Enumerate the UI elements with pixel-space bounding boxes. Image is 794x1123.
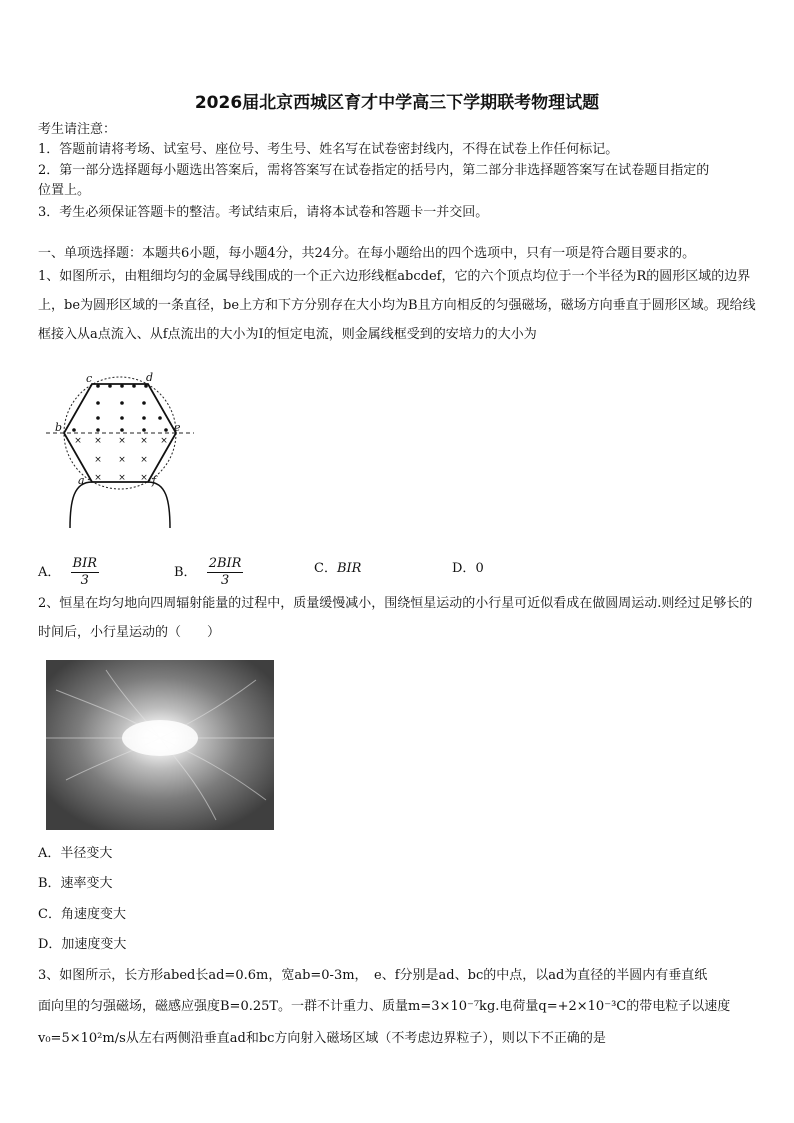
q1-option-a[interactable]: A． $\frac{\text{BIR}}{3}$ xyxy=(38,556,98,588)
fraction: $\frac{\text{2BIR}}{3}$ xyxy=(208,556,242,588)
vertex-label-e: e xyxy=(174,421,181,434)
svg-text:×: × xyxy=(118,436,126,446)
svg-text:×: × xyxy=(140,455,148,465)
page-title: 2026届北京西城区育才中学高三下学期联考物理试题 xyxy=(194,93,600,113)
fraction: $\frac{\text{BIR}}{3}$ xyxy=(72,556,98,588)
notice-item: 1．答题前请将考场、试室号、座位号、考生号、姓名写在试卷密封线内，不得在试卷上作任何标记。 xyxy=(38,142,619,157)
svg-text:×: × xyxy=(94,436,102,446)
svg-text:×: × xyxy=(94,455,102,465)
svg-text:×: × xyxy=(140,473,148,483)
question-3-line: 面向里的匀强磁场，磁感应强度B=0.25T。一群不计重力、质量m=3×10⁻⁷kg.电荷量q=+2×10⁻³C的带电粒子以速度 xyxy=(38,999,731,1014)
question-1-text: 1、如图所示，由粗细均匀的金属导线围成的一个正六边形线框abcdef，它的六个顶点均位于一个半径为R的圆形区域的边界上，be为圆形区域的一条直径，be上方和下方分别存在大小均为B且方向相反的匀强磁场，磁场方向垂直于圆形区域。现给线框接入从a点流入、从f点流出的大小为I的恒定电流，则金属线框受到的安培力的大小为 xyxy=(38,269,756,342)
q2-option-c[interactable]: C．角速度变大 xyxy=(38,907,126,922)
svg-text:×: × xyxy=(160,436,168,446)
question-2-text: 2、恒星在均匀地向四周辐射能量的过程中，质量缓慢减小，围绕恒星运动的小行星可近似看成在做圆周运动.则经过足够长的时间后，小行星运动的（ ） xyxy=(38,596,753,640)
star-photo xyxy=(46,660,274,830)
svg-text:×: × xyxy=(140,436,148,446)
q2-option-b[interactable]: B．速率变大 xyxy=(38,876,113,891)
question-3-line: v₀=5×10²m/s从左右两侧沿垂直ad和bc方向射入磁场区域（不考虑边界粒子），则以下不正确的是 xyxy=(38,1031,606,1046)
q2-option-d[interactable]: D．加速度变大 xyxy=(38,937,127,952)
svg-text:×: × xyxy=(118,455,126,465)
svg-text:×: × xyxy=(94,473,102,483)
q2-option-a[interactable]: A．半径变大 xyxy=(38,846,113,861)
notice-item: 3．考生必须保证答题卡的整洁。考试结束后，请将本试卷和答题卡一并交回。 xyxy=(38,205,489,220)
vertex-label-a: a xyxy=(78,474,85,487)
q1-option-c[interactable]: C．BIR xyxy=(314,561,362,576)
notice-item: 2．第一部分选择题每小题选出答案后，需将答案写在试卷指定的括号内，第二部分非选择题答案写在试卷题目指定的 xyxy=(38,163,710,178)
q1-option-d[interactable]: D．0 xyxy=(452,561,484,576)
notice-heading: 考生请注意： xyxy=(38,122,117,137)
vertex-label-b: b xyxy=(55,421,63,434)
notice-item: 位置上。 xyxy=(38,183,91,198)
section-heading: 一、单项选择题：本题共6小题，每小题4分，共24分。在每小题给出的四个选项中，只有一项是符合题目要求的。 xyxy=(38,246,696,261)
question-3-line: 3、如图所示，长方形abed长ad=0.6m，宽ab=0-3m， e、f分别是ad、bc的中点，以ad为直径的半圆内有垂直纸 xyxy=(38,968,708,983)
hexagon-field-figure xyxy=(44,370,196,528)
svg-text:×: × xyxy=(74,436,82,446)
vertex-label-d: d xyxy=(146,371,154,384)
vertex-label-f: f xyxy=(152,474,157,487)
q1-option-b[interactable]: B． $\frac{\text{2BIR}}{3}$ xyxy=(174,556,242,588)
vertex-label-c: c xyxy=(86,372,93,385)
svg-text:×: × xyxy=(118,473,126,483)
